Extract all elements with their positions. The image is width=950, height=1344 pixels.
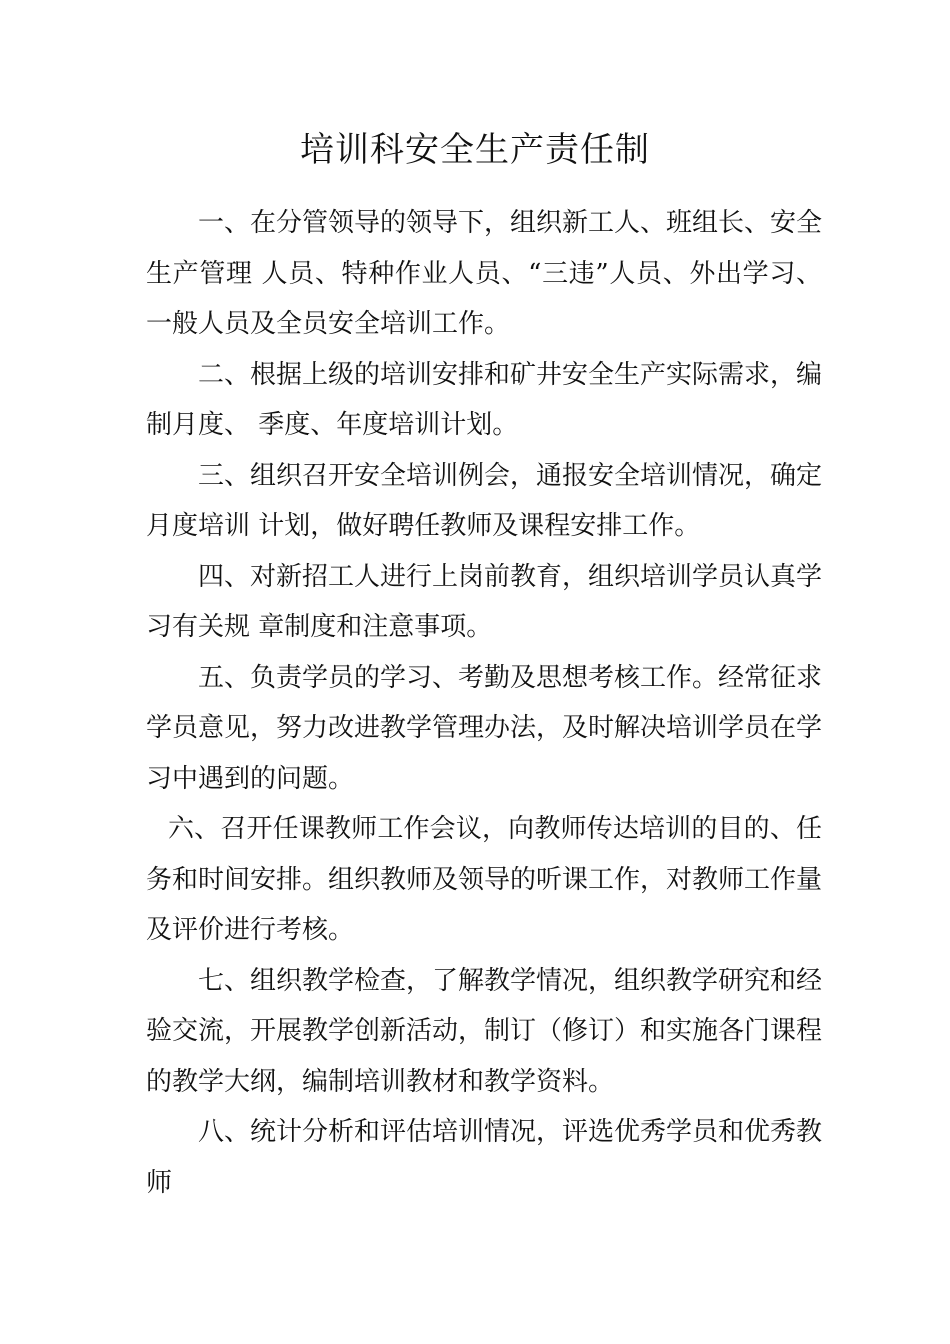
paragraph-4: 四、对新招工人进行上岗前教育，组织培训学员认真学习有关规 章制度和注意事项。	[146, 561, 823, 642]
document-title: 培训科安全生产责任制	[300, 130, 650, 170]
paragraph-1: 一、在分管领导的领导下，组织新工人、班组长、安全生产管理 人员、特种作业人员、“三违”人员、外出学习、一般人员及全员安全培训工作。	[146, 208, 823, 339]
paragraph-2: 二、根据上级的培训安排和矿井安全生产实际需求，编制月度、 季度、年度培训计划。	[146, 359, 823, 440]
paragraph-5: 五、负责学员的学习、考勤及思想考核工作。经常征求学员意见，努力改进教学管理办法，及时解决培训学员在学习中遇到的问题。	[146, 662, 823, 794]
paragraph-6: 六、召开任课教师工作会议，向教师传达培训的目的、任务和时间安排。组织教师及领导的听课工作，对教师工作量及评价进行考核。	[146, 814, 823, 945]
document-body	[146, 198, 822, 1208]
paragraph-8: 八、统计分析和评估培训情况，评选优秀学员和优秀教师	[146, 1117, 823, 1198]
paragraph-7: 七、组织教学检查，了解教学情况，组织教学研究和经验交流，开展教学创新活动，制订（修订）和实施各门课程的教学大纲，编制培训教材和教学资料。	[146, 965, 823, 1097]
paragraph-3: 三、组织召开安全培训例会，通报安全培训情况，确定月度培训 计划，做好聘任教师及课程安排工作。	[146, 460, 823, 541]
